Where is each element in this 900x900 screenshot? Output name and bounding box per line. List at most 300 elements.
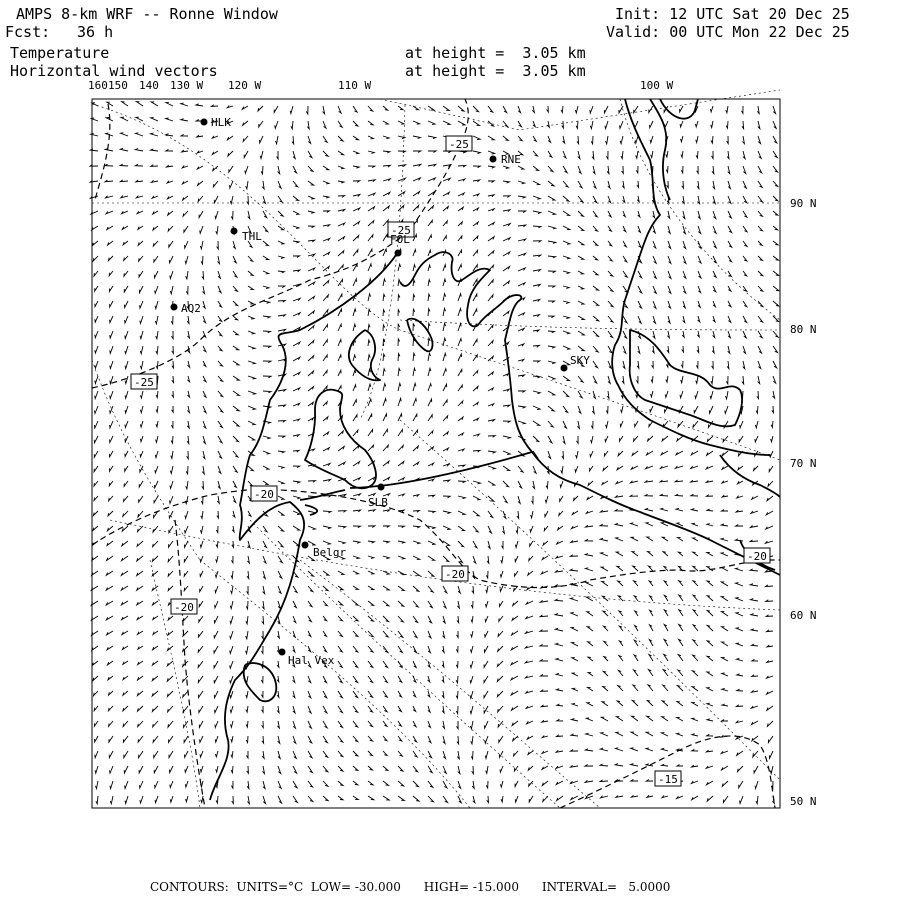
wind-vector	[485, 736, 488, 743]
wind-vector	[607, 391, 609, 398]
wind-vector	[707, 796, 713, 801]
wind-vector	[323, 691, 327, 698]
wind-vector	[278, 571, 282, 578]
wind-vector	[443, 400, 447, 406]
wind-vector	[338, 386, 341, 391]
wind-vector	[90, 149, 98, 151]
wind-vector	[488, 511, 493, 517]
wind-vector	[664, 639, 668, 646]
wind-vector	[563, 151, 566, 158]
wind-vector	[323, 340, 327, 346]
wind-vector	[293, 796, 297, 802]
wind-vector	[563, 286, 569, 288]
wind-vector	[353, 181, 360, 183]
wind-vector	[263, 316, 270, 318]
wind-vector	[443, 721, 445, 728]
wind-vector	[488, 223, 494, 226]
wind-vector	[503, 405, 510, 407]
wind-vector	[169, 526, 173, 533]
wind-vector	[293, 357, 300, 361]
wind-vector	[600, 524, 608, 526]
wind-vector	[542, 781, 548, 786]
wind-vector	[653, 331, 655, 338]
wind-vector	[308, 268, 315, 271]
wind-vector	[398, 264, 401, 271]
wind-vector	[488, 436, 495, 438]
wind-vector	[736, 613, 743, 616]
wind-vector	[109, 286, 113, 292]
wind-vector	[691, 466, 698, 469]
wind-vector	[458, 496, 465, 499]
wind-vector	[473, 386, 478, 391]
wind-vector	[398, 721, 401, 726]
wind-vector	[122, 556, 129, 561]
wind-vector	[368, 676, 373, 682]
wind-vector	[383, 721, 387, 726]
wind-vector	[110, 301, 113, 307]
wind-vector	[262, 631, 264, 639]
wind-vector	[572, 703, 578, 706]
wind-vector	[198, 676, 203, 683]
wind-vector	[586, 511, 593, 513]
wind-vector	[619, 656, 623, 661]
wind-vector	[488, 106, 493, 112]
wind-vector	[664, 610, 668, 616]
wind-vector	[198, 646, 203, 652]
wind-vector	[443, 279, 446, 286]
wind-vector	[533, 391, 540, 394]
wind-vector	[248, 256, 253, 261]
wind-vector	[95, 331, 98, 338]
wind-vector	[601, 796, 609, 798]
wind-vector	[383, 279, 385, 286]
wind-vector	[653, 226, 655, 233]
wind-vector	[139, 256, 143, 261]
wind-vector	[368, 510, 375, 512]
wind-vector	[458, 354, 462, 361]
wind-vector	[706, 750, 713, 752]
wind-vector	[545, 511, 548, 517]
wind-vector	[231, 571, 233, 578]
wind-vector	[525, 646, 533, 648]
wind-vector	[124, 301, 128, 308]
wind-vector	[246, 721, 248, 727]
wind-vector	[413, 781, 419, 787]
wind-vector	[742, 121, 744, 129]
wind-vector	[122, 526, 128, 531]
wind-vector	[218, 316, 222, 321]
wind-vector	[638, 271, 642, 278]
wind-vector	[755, 421, 758, 428]
height-temperature: at height = 3.05 km	[405, 44, 586, 62]
wind-vector	[428, 571, 434, 576]
wind-vector	[557, 796, 563, 801]
wind-vector	[695, 391, 698, 398]
lon-label: 150	[108, 79, 128, 92]
wind-vector	[620, 436, 624, 441]
wind-vector	[368, 106, 373, 111]
wind-vector	[353, 556, 359, 559]
wind-vector	[691, 509, 698, 511]
wind-vector	[458, 511, 465, 515]
wind-vector	[484, 691, 488, 698]
wind-vector	[743, 226, 747, 232]
wind-vector	[428, 463, 434, 466]
wind-vector	[527, 721, 533, 724]
wind-vector	[151, 102, 158, 106]
wind-vector	[246, 736, 248, 743]
wind-vector	[662, 537, 668, 541]
wind-vector	[413, 691, 416, 697]
wind-vector	[230, 646, 233, 654]
wind-vector	[263, 571, 265, 579]
wind-vector	[121, 601, 128, 605]
wind-vector	[773, 241, 778, 245]
wind-vector	[470, 691, 473, 698]
wind-vector	[368, 526, 375, 528]
wind-vector	[456, 706, 458, 714]
wind-vector	[183, 646, 188, 651]
wind-vector	[413, 511, 419, 513]
wind-vector	[773, 211, 778, 215]
wind-vector	[353, 676, 358, 683]
wind-vector	[473, 222, 478, 226]
wind-vector	[473, 294, 477, 301]
wind-vector	[293, 403, 300, 406]
wind-vector	[680, 106, 683, 112]
wind-vector	[593, 361, 598, 368]
wind-vector	[230, 616, 233, 624]
wind-vector	[588, 657, 593, 661]
wind-vector	[756, 406, 758, 413]
wind-vector	[728, 226, 732, 233]
wind-vector	[138, 511, 143, 517]
wind-vector	[413, 736, 417, 742]
wind-vector	[737, 658, 744, 661]
wind-vector	[368, 556, 374, 559]
wind-vector	[293, 450, 299, 452]
wind-vector	[651, 391, 653, 397]
wind-vector	[722, 720, 729, 722]
wind-vector	[263, 451, 270, 454]
station-label: Belgr	[313, 546, 347, 559]
wind-vector	[413, 661, 416, 668]
wind-vector	[275, 121, 278, 128]
wind-vector	[693, 421, 698, 427]
wind-vector	[353, 222, 359, 226]
wind-vector	[572, 511, 578, 515]
wind-vector	[323, 238, 330, 241]
wind-vector	[518, 268, 525, 271]
wind-vector	[171, 421, 173, 428]
wind-vector	[94, 451, 98, 457]
wind-vector	[248, 286, 253, 290]
wind-vector	[650, 625, 654, 631]
wind-vector	[153, 226, 158, 230]
wind-vector	[632, 701, 638, 707]
wind-vector	[413, 631, 417, 638]
wind-vector	[678, 538, 683, 541]
wind-vector	[698, 241, 701, 248]
wind-vector	[751, 629, 758, 631]
wind-vector	[353, 370, 356, 376]
wind-vector	[623, 241, 626, 247]
wind-vector	[278, 436, 285, 438]
wind-vector	[278, 271, 284, 273]
wind-vector	[262, 736, 264, 743]
wind-vector	[185, 766, 188, 772]
wind-vector	[200, 241, 203, 249]
wind-vector	[636, 376, 638, 383]
wind-vector	[751, 511, 758, 513]
lat-label: 90 N	[790, 197, 817, 210]
wind-vector	[276, 136, 279, 144]
wind-vector	[233, 406, 239, 411]
wind-vector	[631, 466, 638, 469]
lon-label: 120 W	[228, 79, 262, 92]
wind-vector	[707, 672, 713, 676]
wind-vector	[649, 640, 653, 646]
wind-vector	[428, 495, 435, 497]
wind-vector	[473, 309, 477, 316]
wind-vector	[136, 196, 143, 198]
wind-vector	[548, 301, 555, 303]
wind-vector	[488, 209, 494, 211]
wind-vector	[323, 371, 327, 377]
wind-vector	[383, 601, 389, 606]
wind-vector	[308, 254, 315, 256]
wind-vector	[653, 211, 655, 218]
wind-vector	[619, 106, 623, 113]
wind-vector	[683, 256, 686, 263]
wind-vector	[600, 748, 608, 751]
wind-vector	[368, 706, 373, 712]
wind-vector	[488, 151, 495, 154]
wind-vector	[457, 721, 459, 729]
wind-vector	[484, 706, 488, 713]
wind-vector	[203, 406, 206, 413]
wind-vector	[471, 736, 473, 744]
wind-vector	[503, 196, 510, 198]
wind-vector	[563, 301, 569, 303]
wind-vector	[308, 196, 314, 199]
wind-vector	[662, 796, 668, 798]
wind-vector	[743, 331, 746, 338]
wind-vector	[413, 706, 416, 711]
wind-vector	[548, 316, 554, 318]
wind-vector	[94, 436, 98, 443]
wind-vector	[171, 316, 173, 324]
wind-vector	[383, 399, 386, 406]
wind-vector	[601, 567, 608, 571]
wind-vector	[533, 181, 540, 185]
wind-vector	[151, 117, 158, 121]
wind-vector	[458, 796, 461, 803]
wind-vector	[590, 106, 593, 113]
wind-vector	[773, 196, 778, 201]
wind-vector	[766, 615, 773, 617]
wind-vector	[622, 376, 624, 383]
wind-vector	[542, 736, 548, 738]
wind-vector	[184, 736, 188, 743]
wind-vector	[120, 180, 128, 182]
wind-vector	[153, 601, 159, 605]
wind-vector	[585, 749, 593, 751]
wind-vector	[743, 196, 747, 203]
wind-vector	[634, 640, 638, 646]
wind-vector	[308, 721, 311, 728]
wind-vector	[230, 631, 233, 639]
wind-vector	[471, 646, 474, 652]
wind-vector	[586, 525, 594, 527]
wind-vector	[473, 121, 480, 126]
wind-vector	[293, 211, 299, 214]
wind-vector	[737, 689, 743, 691]
wind-vector	[473, 136, 480, 140]
wind-vector	[218, 271, 220, 278]
wind-vector	[187, 406, 189, 413]
wind-vector	[338, 251, 344, 256]
wind-vector	[110, 331, 113, 338]
wind-vector	[503, 238, 510, 241]
wind-vector	[533, 466, 536, 473]
wind-vector	[137, 616, 143, 620]
wind-vector	[353, 706, 358, 712]
wind-vector	[458, 121, 465, 125]
wind-vector	[443, 206, 448, 211]
wind-vector	[353, 415, 357, 421]
wind-vector	[110, 346, 113, 353]
wind-vector	[338, 309, 342, 316]
wind-vector	[106, 586, 113, 590]
wind-vector	[308, 282, 315, 286]
wind-vector	[602, 582, 608, 587]
wind-vector	[323, 432, 329, 436]
wind-vector	[443, 265, 446, 271]
wind-vector	[578, 181, 582, 188]
wind-vector	[692, 749, 698, 751]
wind-vector	[499, 616, 503, 621]
wind-vector	[585, 554, 593, 557]
wind-vector	[398, 206, 404, 212]
wind-vector	[93, 676, 98, 681]
contour-label: -20	[174, 601, 194, 614]
wind-vector	[713, 181, 715, 189]
wind-vector	[740, 796, 743, 803]
wind-vector	[292, 136, 294, 144]
wind-vector	[712, 346, 714, 353]
wind-vector	[167, 181, 173, 183]
wind-vector	[213, 181, 218, 187]
wind-vector	[263, 226, 268, 232]
wind-vector	[743, 241, 747, 246]
wind-vector	[735, 539, 743, 541]
wind-vector	[184, 556, 188, 562]
wind-vector	[636, 166, 638, 173]
wind-vector	[697, 331, 699, 337]
wind-vector	[105, 149, 113, 152]
wind-vector	[736, 705, 743, 707]
wind-vector	[308, 706, 311, 713]
wind-vector	[184, 586, 188, 591]
wind-vector	[634, 436, 639, 441]
wind-vector	[518, 136, 522, 141]
wind-vector	[215, 706, 218, 713]
wind-vector	[383, 384, 386, 391]
wind-vector	[428, 368, 431, 376]
wind-vector	[398, 646, 402, 653]
wind-vector	[488, 136, 494, 140]
wind-vector	[532, 496, 534, 503]
wind-vector	[767, 630, 773, 632]
wind-vector	[151, 133, 159, 136]
wind-vector	[383, 310, 385, 316]
wind-vector	[120, 164, 128, 166]
wind-vector	[485, 751, 488, 758]
wind-vector	[668, 271, 671, 278]
wind-vector	[514, 751, 519, 756]
wind-vector	[246, 181, 248, 189]
wind-vector	[518, 421, 525, 424]
wind-vector	[308, 796, 313, 802]
wind-vector	[338, 166, 344, 169]
wind-vector	[308, 736, 312, 743]
wind-vector	[413, 414, 417, 421]
wind-vector	[125, 376, 128, 384]
wind-vector	[743, 286, 747, 291]
wind-vector	[766, 585, 774, 587]
wind-vector	[214, 691, 218, 698]
wind-vector	[647, 537, 653, 541]
wind-vector	[94, 721, 98, 726]
wind-vector	[528, 751, 533, 755]
wind-vector	[166, 149, 173, 151]
wind-vector	[308, 371, 314, 376]
wind-vector	[722, 688, 728, 691]
wind-vector	[338, 121, 342, 127]
wind-vector	[323, 646, 327, 652]
wind-vector	[533, 241, 541, 243]
wind-vector	[488, 237, 494, 241]
wind-vector	[197, 166, 203, 169]
wind-vector	[203, 346, 206, 352]
wind-vector	[152, 661, 158, 665]
wind-vector	[488, 251, 494, 256]
wind-vector	[138, 706, 144, 711]
wind-vector	[585, 568, 593, 571]
valid-time: Valid: 00 UTC Mon 22 Dec 25	[606, 23, 850, 41]
wind-vector	[648, 685, 653, 691]
wind-vector	[293, 388, 300, 391]
wind-vector	[773, 256, 779, 260]
wind-vector	[769, 466, 773, 472]
wind-vector	[308, 691, 311, 698]
wind-vector	[122, 211, 129, 214]
wind-vector	[428, 511, 435, 513]
wind-vector	[428, 309, 430, 316]
wind-vector	[398, 478, 404, 481]
wind-vector	[488, 496, 494, 501]
wind-vector	[233, 451, 238, 457]
wind-vector	[181, 119, 188, 121]
wind-vector	[755, 436, 758, 442]
wind-vector	[548, 286, 555, 288]
wind-vector	[576, 451, 578, 458]
wind-vector	[122, 102, 128, 106]
wind-vector	[368, 355, 370, 361]
wind-vector	[338, 279, 343, 286]
wind-vector	[738, 766, 744, 772]
